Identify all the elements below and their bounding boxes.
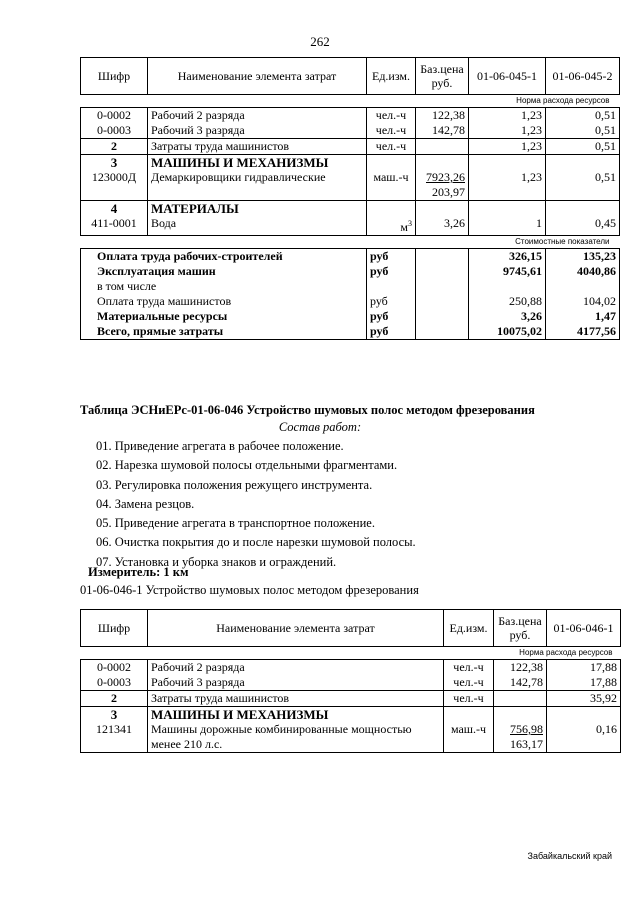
- row-price: 142,78: [494, 675, 547, 691]
- cost-name: Материальные ресурсы: [81, 309, 367, 324]
- row-value-1: 1,23: [469, 108, 546, 124]
- row-price: 3,26: [416, 216, 469, 236]
- cost-row: [81, 294, 620, 309]
- row-value-1: 1,23: [469, 170, 546, 201]
- section-code: 3: [81, 707, 148, 723]
- row-code: 0-0003: [81, 123, 148, 139]
- row-price: [416, 139, 469, 155]
- row-price: 7923,26: [426, 170, 465, 184]
- header-unit: Ед.изм.: [367, 58, 416, 95]
- row-name: Рабочий 3 разряда: [148, 675, 444, 691]
- row-unit: чел.-ч: [367, 139, 416, 155]
- row-unit: чел.-ч: [444, 675, 494, 691]
- cost-value-1: 9745,61: [469, 264, 546, 279]
- table-row: [81, 660, 621, 676]
- header-name: Наименование элемента затрат: [148, 610, 444, 647]
- row-value-1: 17,88: [547, 660, 621, 676]
- cost-name: Всего, прямые затраты: [81, 324, 367, 340]
- row-code: 123000Д: [81, 170, 148, 201]
- page-number: 262: [310, 34, 330, 49]
- cost-row: [81, 249, 620, 265]
- row-name: Рабочий 2 разряда: [148, 660, 444, 676]
- row-value-1: 35,92: [547, 691, 621, 707]
- row-unit: чел.-ч: [444, 691, 494, 707]
- row-price: 122,38: [416, 108, 469, 124]
- row-code: 2: [81, 139, 148, 155]
- row-price-cell: [494, 722, 547, 753]
- norm-label: Норма расхода ресурсов: [81, 95, 620, 108]
- cost-unit: руб: [367, 324, 416, 340]
- cost-name: в том числе: [81, 279, 367, 294]
- table-row: [81, 108, 620, 124]
- row-value-2: 0,51: [546, 139, 620, 155]
- table-header: [81, 58, 620, 95]
- row-name-cell: [148, 722, 444, 753]
- cost-name: Эксплуатация машин: [81, 264, 367, 279]
- row-unit: [367, 216, 416, 236]
- unit-superscript: 3: [408, 219, 412, 228]
- cost-row: [81, 264, 620, 279]
- row-unit: чел.-ч: [444, 660, 494, 676]
- resource-table-1: [80, 57, 620, 340]
- cost-row: [81, 279, 620, 294]
- unit-text: м: [400, 220, 408, 234]
- row-name: Затраты труда машинистов: [148, 139, 367, 155]
- list-item: 05. Приведение агрегата в транспортное положение.: [96, 516, 375, 531]
- row-unit: чел.-ч: [367, 123, 416, 139]
- row-code: 0-0002: [81, 108, 148, 124]
- section-name: МАШИНЫ И МЕХАНИЗМЫ: [148, 707, 444, 723]
- cost-value-2: 1,47: [546, 309, 620, 324]
- row-value-2: 0,51: [546, 108, 620, 124]
- row-unit: маш.-ч: [444, 722, 494, 753]
- header-unit: Ед.изм.: [444, 610, 494, 647]
- list-item: 02. Нарезка шумовой полосы отдельными фрагментами.: [96, 458, 398, 473]
- list-item: 03. Регулировка положения режущего инструмента.: [96, 477, 373, 492]
- header-price: Баз.цена руб.: [416, 58, 469, 95]
- cost-unit: руб: [367, 294, 416, 309]
- cost-row: [81, 324, 620, 340]
- row-value-1: 1: [469, 216, 546, 236]
- cost-value-2: 4040,86: [546, 264, 620, 279]
- table-row: [81, 216, 620, 236]
- cost-unit: руб: [367, 309, 416, 324]
- list-item: 07. Установка и уборка знаков и ограждений.: [96, 554, 337, 569]
- row-code: 121341: [81, 722, 148, 753]
- header-code: Шифр: [81, 58, 148, 95]
- section-name: МАТЕРИАЛЫ: [148, 201, 367, 217]
- row-name: Машины дорожные комбинированные мощностью: [151, 722, 412, 736]
- row-code: 2: [81, 691, 148, 707]
- row-value-1: 1,23: [469, 123, 546, 139]
- cost-value-1: 326,15: [469, 249, 546, 265]
- header-code: Шифр: [81, 610, 148, 647]
- works-heading: Состав работ:: [278, 420, 362, 434]
- cost-name: Оплата труда машинистов: [81, 294, 367, 309]
- section-code: 4: [81, 201, 148, 217]
- row-name-continued: менее 210 л.с.: [151, 737, 223, 751]
- cost-label-row: [81, 236, 620, 249]
- header-name: Наименование элемента затрат: [148, 58, 367, 95]
- table-row: [81, 675, 621, 691]
- cost-unit: руб: [367, 249, 416, 265]
- row-price: 756,98: [510, 722, 543, 736]
- row-name: Рабочий 3 разряда: [148, 123, 367, 139]
- section-row: [81, 707, 621, 723]
- row-price-cell: [416, 170, 469, 201]
- row-name: Демаркировщики гидравлические: [148, 170, 367, 201]
- norm-label-row: [81, 647, 621, 660]
- section-title: Таблица ЭСНиЕРс-01-06-046 Устройство шумовых полос методом фрезерования: [80, 403, 535, 417]
- row-value-1: 0,16: [547, 722, 621, 753]
- row-value-2: 0,51: [546, 123, 620, 139]
- row-price: 142,78: [416, 123, 469, 139]
- header-col2: 01-06-045-2: [546, 58, 620, 95]
- section-name: МАШИНЫ И МЕХАНИЗМЫ: [148, 155, 367, 171]
- cost-label: Стоимостные показатели: [81, 236, 620, 249]
- table-row: [81, 170, 620, 201]
- table-header: [81, 610, 621, 647]
- footer-region: Забайкальский край: [527, 851, 612, 861]
- row-name: Затраты труда машинистов: [148, 691, 444, 707]
- row-value-2: 0,51: [546, 170, 620, 201]
- table-row: [81, 139, 620, 155]
- row-price: 122,38: [494, 660, 547, 676]
- cost-value-1: 3,26: [469, 309, 546, 324]
- resource-table-2: [80, 609, 621, 753]
- section-row: [81, 201, 620, 217]
- cost-value-2: 104,02: [546, 294, 620, 309]
- section-code: 3: [81, 155, 148, 171]
- row-unit: маш.-ч: [367, 170, 416, 201]
- cost-value-1: 10075,02: [469, 324, 546, 340]
- row-value-2: 0,45: [546, 216, 620, 236]
- list-item: 01. Приведение агрегата в рабочее положение.: [96, 439, 344, 453]
- cost-value-1: 250,88: [469, 294, 546, 309]
- row-unit: чел.-ч: [367, 108, 416, 124]
- row-price: [494, 691, 547, 707]
- list-item: 06. Очистка покрытия до и после нарезки шумовой полосы.: [96, 535, 416, 550]
- row-name: Вода: [148, 216, 367, 236]
- norm-label: Норма расхода ресурсов: [81, 647, 621, 660]
- row-price-secondary: 203,97: [432, 185, 465, 199]
- table-row: [81, 691, 621, 707]
- works-list: [96, 437, 416, 572]
- cost-name: Оплата труда рабочих-строителей: [81, 249, 367, 265]
- row-value-1: 1,23: [469, 139, 546, 155]
- measure-unit: Измеритель: 1 км: [88, 565, 189, 579]
- row-code: 411-0001: [81, 216, 148, 236]
- header-col1: 01-06-046-1: [547, 610, 621, 647]
- list-item: 04. Замена резцов.: [96, 496, 195, 511]
- section-row: [81, 155, 620, 171]
- row-name: Рабочий 2 разряда: [148, 108, 367, 124]
- row-code: 0-0003: [81, 675, 148, 691]
- table-row: [81, 123, 620, 139]
- row-code: 0-0002: [81, 660, 148, 676]
- norm-label-row: [81, 95, 620, 108]
- header-col1: 01-06-045-1: [469, 58, 546, 95]
- header-price: Баз.цена руб.: [494, 610, 547, 647]
- table-row: [81, 722, 621, 753]
- cost-value-2: 135,23: [546, 249, 620, 265]
- row-value-1: 17,88: [547, 675, 621, 691]
- code-line: 01-06-046-1 Устройство шумовых полос методом фрезерования: [80, 583, 419, 597]
- cost-row: [81, 309, 620, 324]
- cost-unit: руб: [367, 264, 416, 279]
- row-price-secondary: 163,17: [510, 737, 543, 751]
- cost-value-2: 4177,56: [546, 324, 620, 340]
